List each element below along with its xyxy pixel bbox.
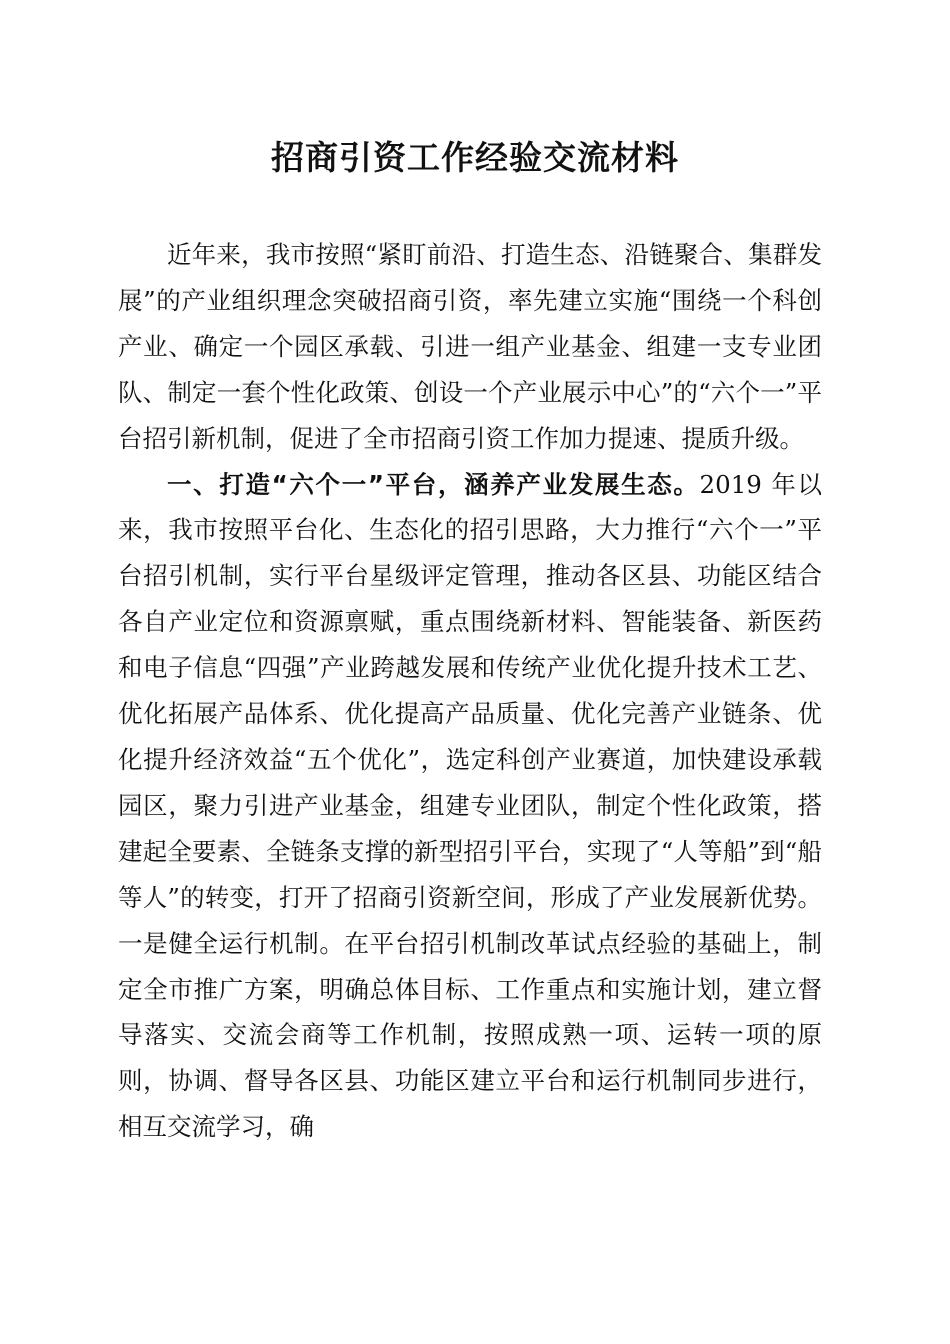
document-title: 招商引资工作经验交流材料 (271, 138, 679, 177)
section-one-heading: 一、打造“六个一”平台，涵养产业发展生态。 (167, 469, 700, 499)
section-one-text: 2019 年以来，我市按照平台化、生态化的招引思路，大力推行“六个一”平台招引机制，实行平台星级评定管理，推动各区县、功能区结合各自产业定位和资源禀赋，重点围绕新材料、智能装备、新医药和电子信息“四强”产业跨越发展和传统产业优化提升技术工艺、优化拓展产品体系、优化提高产品质量、优化完善产业链条、优化提升经济效益“五个优化”，选定科创产业赛道，加快建设承载园区，聚力引进产业基金，组建专业团队，制定个性化政策，搭建起全要素、全链条支撑的新型招引平台，实现了“人等船”到“船等人”的转变，打开了招商引资新空间，形成了产业发展新优势。一是健全运行机制。在平台招引机制改革试点经验的基础上，制定全市推广方案，明确总体目标、工作重点和实施计划，建立督导落实、交流会商等工作机制，按照成熟一项、运转一项的原则，协调、督导各区县、功能区建立平台和运行机制同步进行，相互交流学习，确 (118, 469, 823, 1142)
intro-paragraph: 近年来，我市按照“紧盯前沿、打造生态、沿链聚合、集群发展”的产业组织理念突破招商引资，率先建立实施“围绕一个科创产业、确定一个园区承载、引进一组产业基金、组建一支专业团队、制定一套个性化政策、创设一个产业展示中心”的“六个一”平台招引新机制，促进了全市招商引资工作加力提速、提质升级。 (118, 240, 822, 453)
section-one-paragraph (118, 462, 822, 1151)
document-body (118, 232, 822, 1150)
